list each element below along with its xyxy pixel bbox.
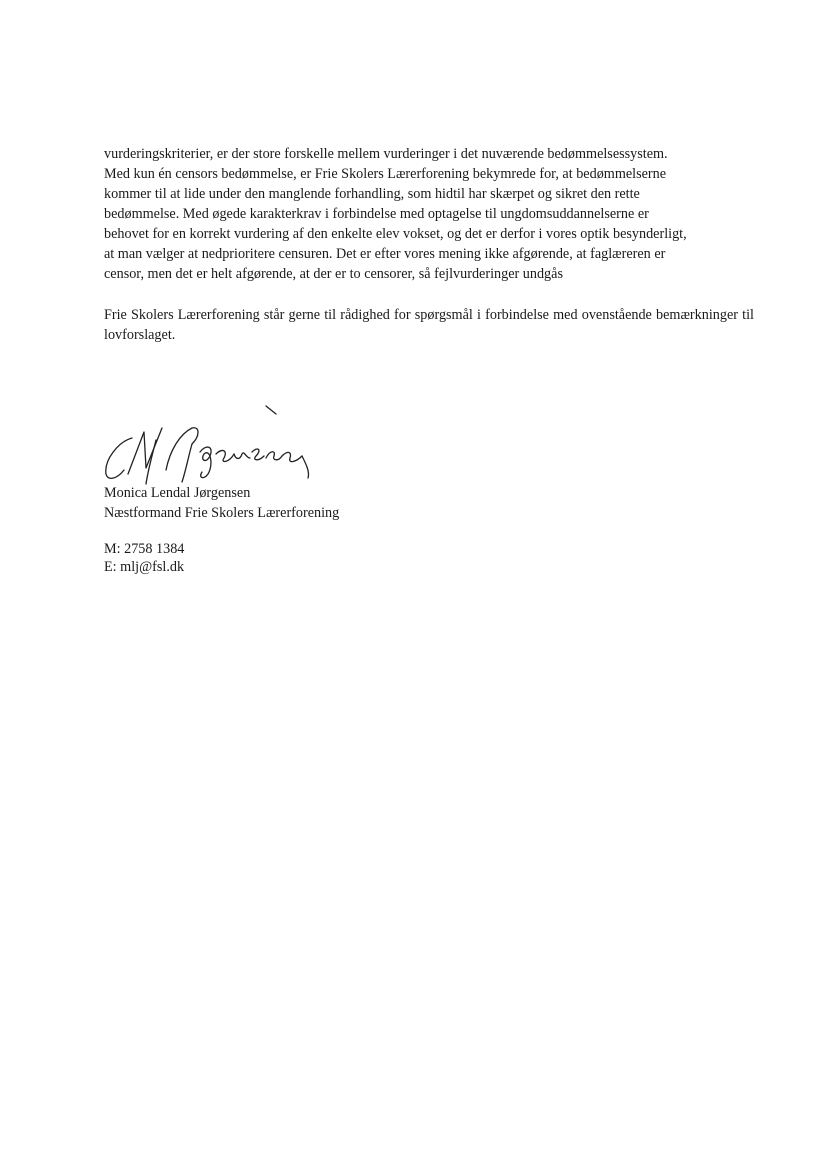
body-paragraph-2: Frie Skolers Lærerforening står gerne til rådighed for spørgsmål i forbindelse med ovenstående bemærkninger til lovforslaget. — [104, 307, 754, 343]
paragraph-line: vurderingskriterier, er der store forskelle mellem vurderinger i det nuværende bedømmelsessystem. — [104, 146, 668, 162]
handwritten-signature — [96, 398, 336, 488]
email-address: E: mlj@fsl.dk — [104, 559, 185, 575]
body-paragraph-1 — [104, 144, 754, 284]
paragraph-line: behovet for en korrekt vurdering af den enkelte elev vokset, og det er derfor i vores optik besynderligt, — [104, 226, 687, 242]
signatory-title: Næstformand Frie Skolers Lærerforening — [104, 505, 340, 521]
paragraph-line: Med kun én censors bedømmelse, er Frie Skolers Lærerforening bekymrede for, at bedømmelserne — [104, 166, 667, 182]
signature-block — [104, 483, 339, 523]
paragraph-line: kommer til at lide under den manglende forhandling, som hidtil har skærpet og sikret den rette — [104, 186, 640, 202]
phone-number: M: 2758 1384 — [104, 541, 185, 557]
paragraph-line: at man vælger at nedprioritere censuren. Det er efter vores mening ikke afgørende, at faglæreren er — [104, 246, 666, 262]
contact-block — [104, 540, 184, 576]
paragraph-line: censor, men det er helt afgørende, at der er to censorer, så fejlvurderinger undgås — [104, 266, 563, 282]
signatory-name: Monica Lendal Jørgensen — [104, 485, 251, 501]
paragraph-line: bedømmelse. Med øgede karakterkrav i forbindelse med optagelse til ungdomsuddannelserne er — [104, 206, 649, 222]
